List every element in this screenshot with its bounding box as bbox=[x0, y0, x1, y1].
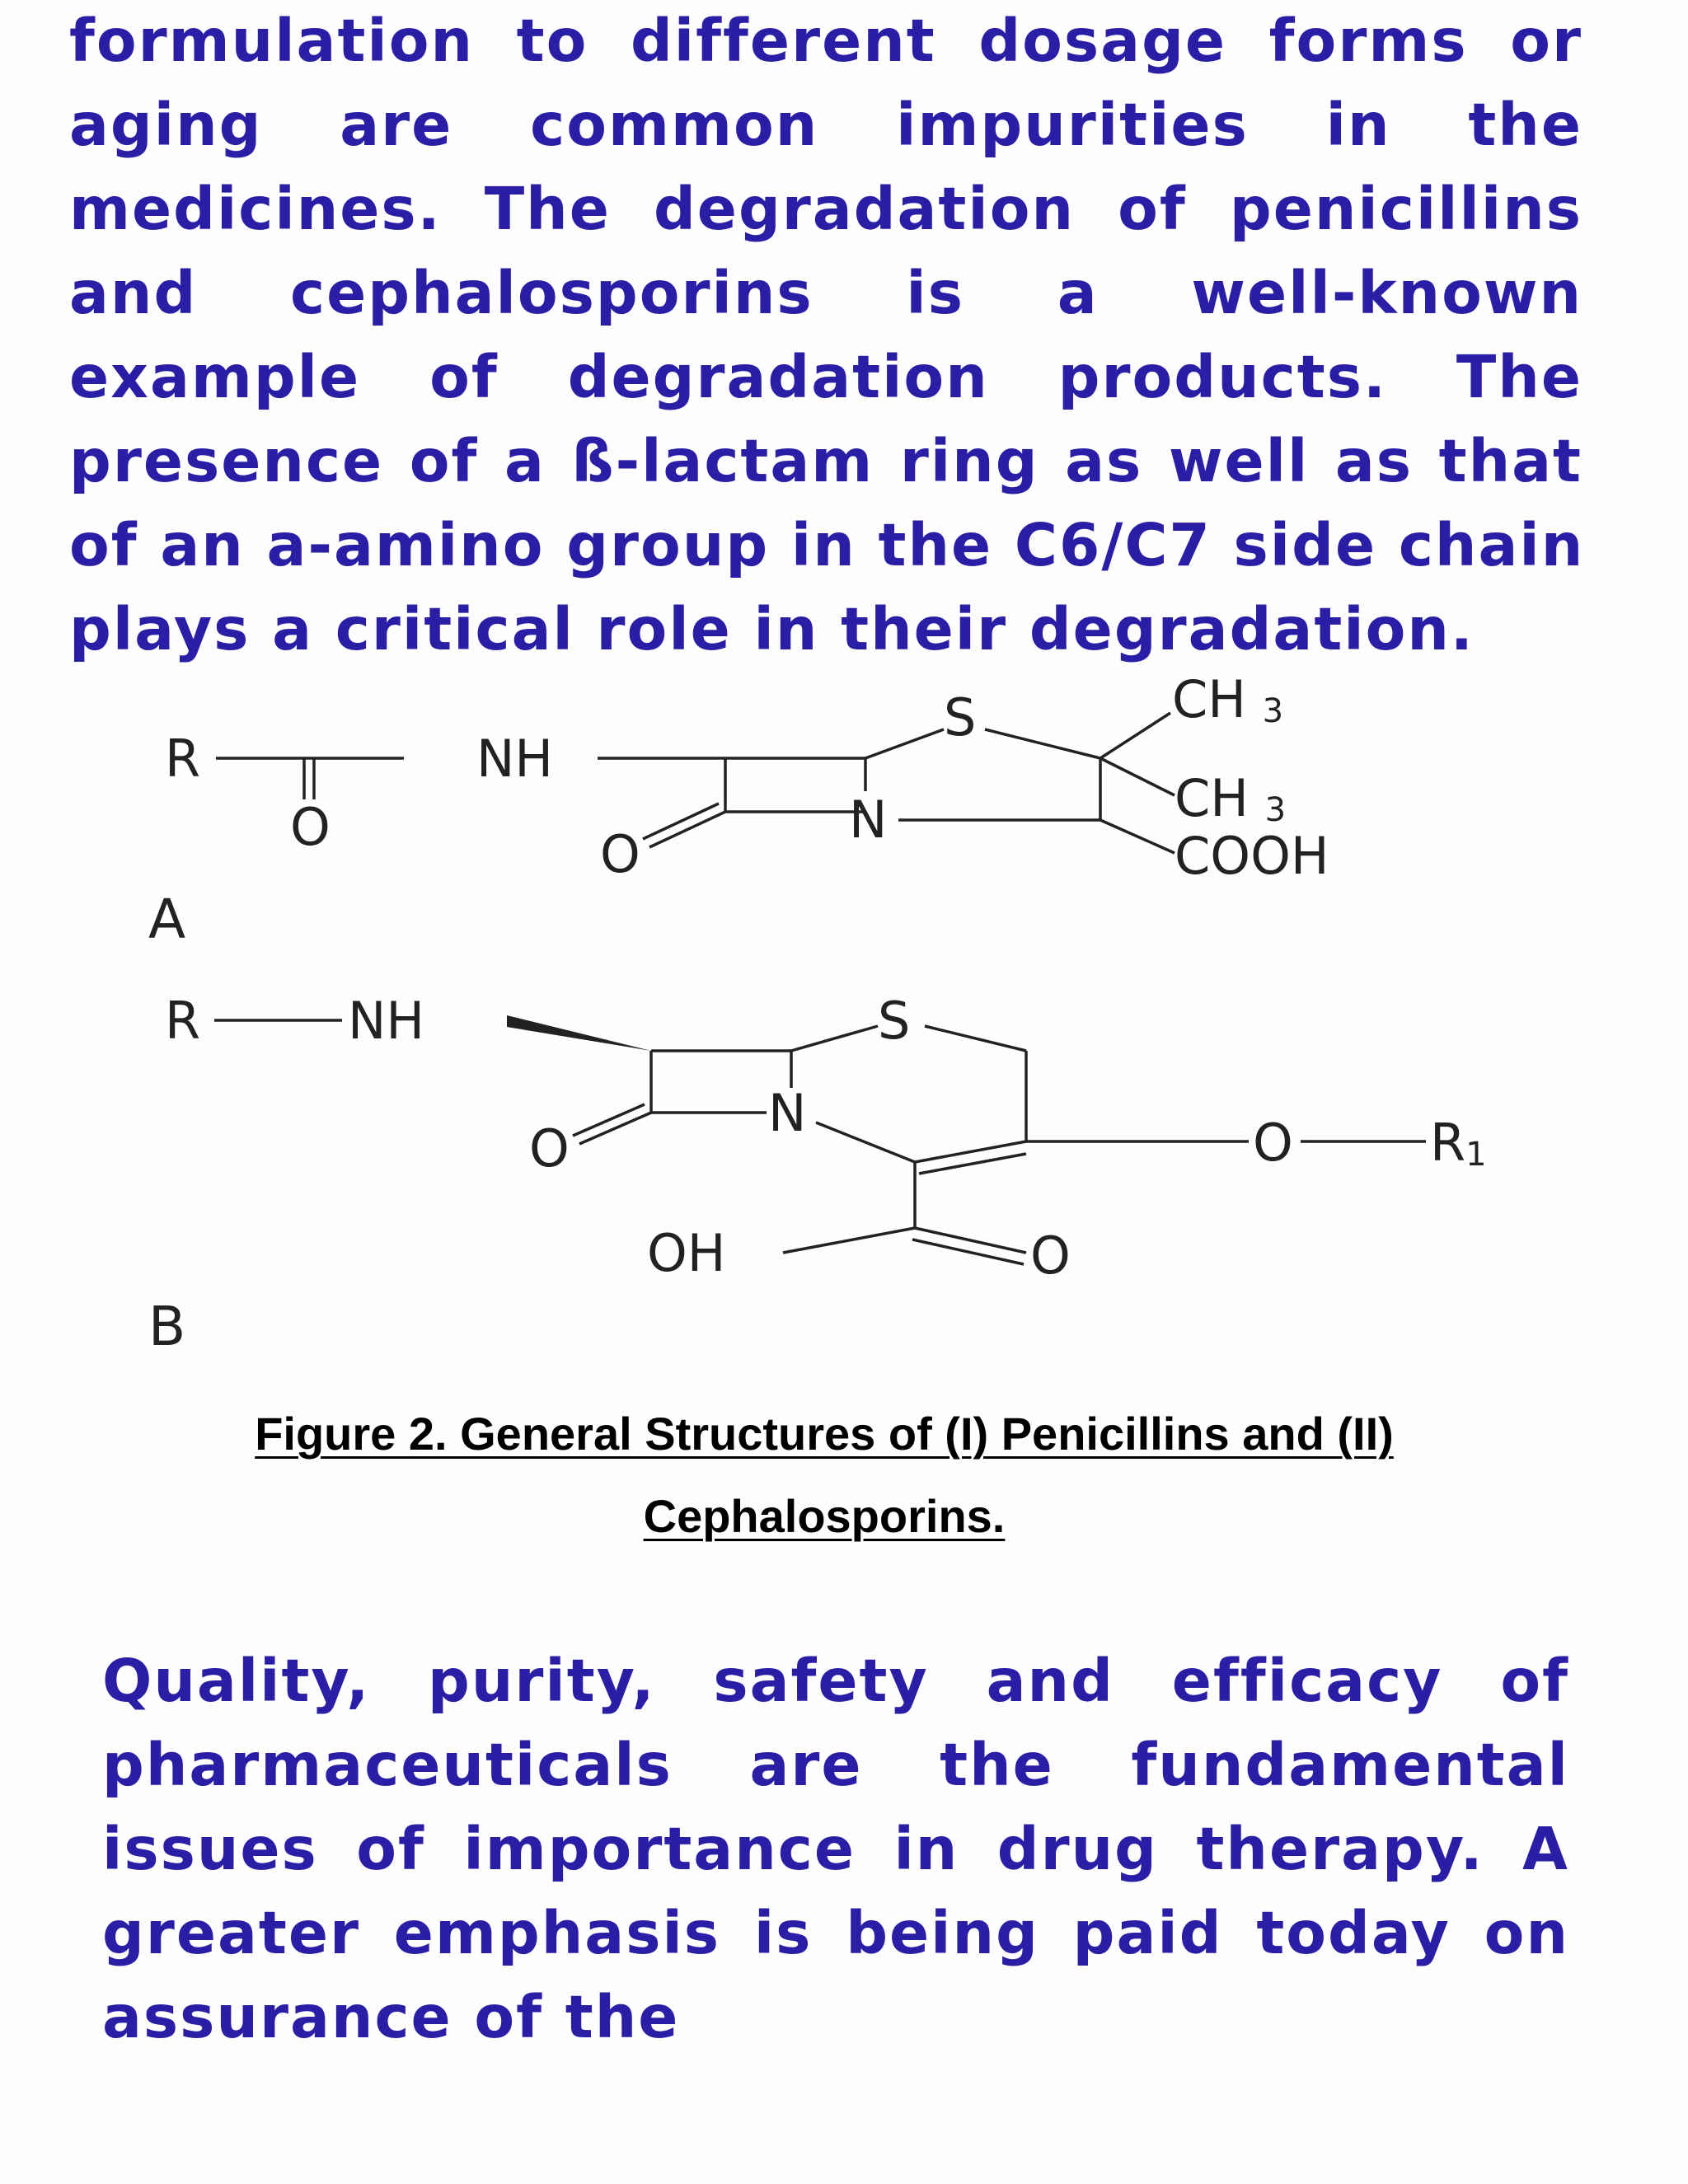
atom-oh: OH bbox=[647, 1223, 726, 1283]
paragraph-2-line: pharmaceuticals are the fundamental bbox=[102, 1731, 1569, 1799]
bond bbox=[915, 1228, 1026, 1253]
bond bbox=[865, 729, 944, 758]
panel-label-b: B bbox=[148, 1295, 186, 1358]
figure-caption-line-2: Cephalosporins. bbox=[643, 1490, 1006, 1542]
atom-n: N bbox=[849, 790, 888, 850]
subscript: 3 bbox=[1264, 791, 1287, 829]
atom-nh: NH bbox=[348, 991, 424, 1051]
paragraph-2 bbox=[102, 1647, 1569, 2075]
atom-cooh: COOH bbox=[1175, 826, 1329, 886]
atom-s: S bbox=[944, 687, 977, 748]
penicillin-structure bbox=[148, 676, 1329, 951]
bond bbox=[1100, 713, 1170, 758]
atom-r: R bbox=[165, 991, 201, 1051]
atom-n: N bbox=[768, 1083, 807, 1143]
bond bbox=[783, 1228, 915, 1253]
bond bbox=[791, 1026, 878, 1051]
chemical-structures-figure bbox=[132, 676, 1500, 1368]
paragraph-1-line: example of degradation products. The bbox=[69, 343, 1582, 411]
structures-drawing bbox=[132, 676, 1500, 1368]
atom-r1: R1 bbox=[1430, 1113, 1487, 1174]
panel-label-a: A bbox=[148, 888, 186, 951]
paragraph-1-line: presence of a ß-lactam ring as well as that bbox=[69, 427, 1582, 495]
atom-ch3-bottom-text: CH bbox=[1175, 768, 1249, 828]
bond bbox=[925, 1026, 1026, 1051]
paragraph-2-line: assurance of the bbox=[102, 1983, 680, 2051]
atom-r: R bbox=[165, 729, 201, 789]
paragraph-1-line: of an a-amino group in the C6/C7 side chain bbox=[69, 511, 1585, 579]
atom-s: S bbox=[878, 991, 911, 1051]
atom-ch3-bottom bbox=[1175, 768, 1286, 829]
atom-ch3-top-text: CH bbox=[1172, 676, 1246, 729]
bond bbox=[816, 1122, 915, 1162]
figure-caption bbox=[165, 1393, 1484, 1558]
paragraph-1-line: plays a critical role in their degradation. bbox=[69, 595, 1475, 663]
paragraph-1-line: aging are common impurities in the bbox=[69, 91, 1582, 159]
atom-o-ether: O bbox=[1253, 1113, 1293, 1173]
bond bbox=[919, 1154, 1026, 1174]
paragraph-1 bbox=[69, 0, 1585, 684]
bond bbox=[915, 1141, 1026, 1162]
paragraph-1-line: and cephalosporins is a well-known bbox=[69, 259, 1582, 327]
bond bbox=[985, 729, 1100, 758]
bond bbox=[912, 1240, 1024, 1264]
atom-o-acid: O bbox=[1030, 1226, 1071, 1286]
atom-o-lactam: O bbox=[600, 824, 640, 884]
paragraph-2-line: greater emphasis is being paid today on bbox=[102, 1899, 1569, 1967]
paragraph-1-line: medicines. The degradation of penicillins bbox=[69, 175, 1582, 243]
cephalosporin-structure bbox=[148, 991, 1487, 1358]
paragraph-1-line: formulation to different dosage forms or bbox=[69, 7, 1582, 75]
wedge-bond bbox=[507, 1015, 651, 1051]
paragraph-2-line: issues of importance in drug therapy. A bbox=[102, 1815, 1569, 1883]
atom-ch3-top bbox=[1172, 676, 1283, 730]
bond bbox=[1100, 758, 1175, 795]
figure-caption-line-1: Figure 2. General Structures of (I) Penicillins and (II) bbox=[255, 1408, 1394, 1460]
paragraph-2-line: Quality, purity, safety and efficacy of bbox=[102, 1647, 1569, 1715]
subscript: 3 bbox=[1262, 692, 1284, 730]
bond bbox=[1100, 820, 1175, 853]
atom-o-lactam: O bbox=[529, 1118, 570, 1179]
atom-o-carbonyl: O bbox=[290, 797, 331, 857]
atom-nh: NH bbox=[476, 729, 553, 789]
